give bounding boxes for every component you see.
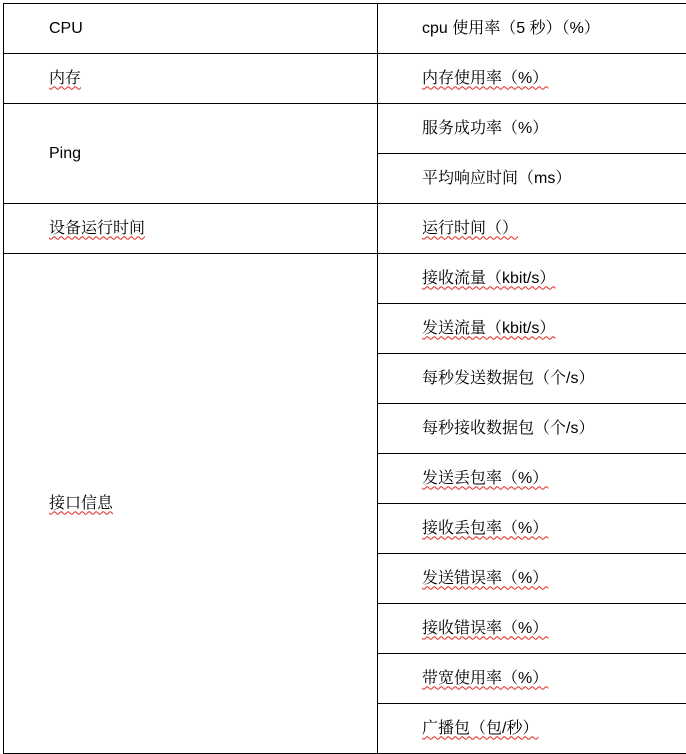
category-label: CPU: [49, 20, 83, 37]
metrics-table-body: [4, 4, 686, 754]
category-cell: [4, 104, 378, 204]
metric-cell: [378, 704, 686, 754]
metric-cell: [378, 454, 686, 504]
table-row: [4, 104, 686, 154]
metric-cell: [378, 504, 686, 554]
metric-label: 发送流量（kbit/s）: [422, 320, 555, 337]
category-label: Ping: [49, 145, 81, 162]
metric-cell: [378, 354, 686, 404]
category-label: 接口信息: [49, 495, 113, 512]
category-cell: [4, 54, 378, 104]
metric-label: 广播包（包/秒）: [422, 720, 538, 737]
metric-label: 服务成功率（%）: [422, 120, 548, 137]
metric-label: 接收丢包率（%）: [422, 520, 548, 537]
metric-cell: [378, 304, 686, 354]
metric-cell: [378, 404, 686, 454]
table-row: [4, 4, 686, 54]
metric-cell: [378, 654, 686, 704]
metric-label: 平均响应时间（ms）: [422, 170, 571, 187]
metrics-table: [3, 3, 686, 754]
metric-label: 每秒接收数据包（个/s）: [422, 420, 594, 437]
metric-label: 接收流量（kbit/s）: [422, 270, 555, 287]
metric-label: 带宽使用率（%）: [422, 670, 548, 687]
table-row: [4, 254, 686, 304]
metric-cell: [378, 254, 686, 304]
metric-label: 每秒发送数据包（个/s）: [422, 370, 594, 387]
metric-cell: [378, 204, 686, 254]
metric-cell: [378, 104, 686, 154]
metric-label: 发送丢包率（%）: [422, 470, 548, 487]
table-row: [4, 204, 686, 254]
category-cell: [4, 4, 378, 54]
metric-label: 接收错误率（%）: [422, 620, 548, 637]
metric-cell: [378, 604, 686, 654]
metric-label: 发送错误率（%）: [422, 570, 548, 587]
category-label: 设备运行时间: [49, 220, 145, 237]
category-cell: [4, 254, 378, 754]
metric-label: 运行时间（）: [422, 220, 518, 237]
metric-cell: [378, 4, 686, 54]
metric-cell: [378, 54, 686, 104]
category-cell: [4, 204, 378, 254]
table-row: [4, 54, 686, 104]
category-label: 内存: [49, 70, 81, 87]
metric-cell: [378, 554, 686, 604]
metric-label: cpu 使用率（5 秒）（%）: [422, 20, 600, 37]
metric-cell: [378, 154, 686, 204]
metric-label: 内存使用率（%）: [422, 70, 548, 87]
